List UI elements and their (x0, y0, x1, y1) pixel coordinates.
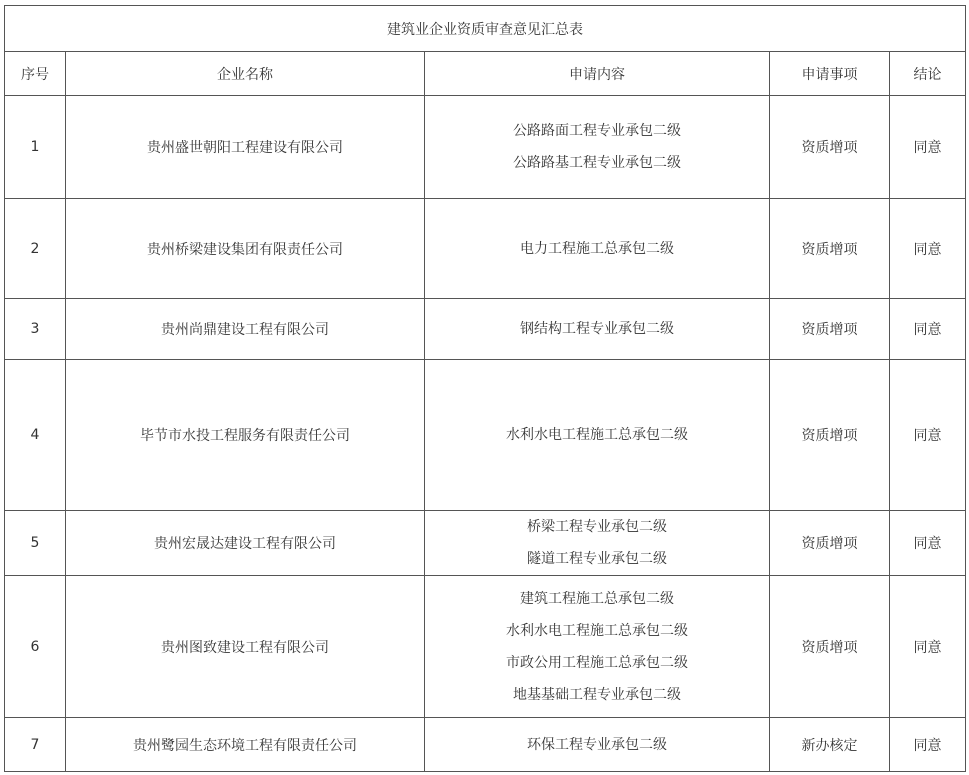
table-row (5, 576, 966, 718)
row-content (425, 360, 770, 511)
content-line: 钢结构工程专业承包二级 (520, 321, 674, 337)
row-matter: 资质增项 (770, 511, 890, 576)
row-content (425, 199, 770, 299)
header-company: 企业名称 (66, 52, 425, 96)
table-row (5, 718, 966, 772)
row-company: 贵州盛世朝阳工程建设有限公司 (66, 96, 425, 199)
row-conclusion: 同意 (890, 718, 966, 772)
row-content (425, 511, 770, 576)
row-content (425, 718, 770, 772)
content-line: 环保工程专业承包二级 (527, 736, 667, 753)
title-row (5, 6, 966, 52)
row-index: 6 (5, 576, 66, 718)
table-title: 建筑业企业资质审查意见汇总表 (5, 6, 966, 52)
row-index: 4 (5, 360, 66, 511)
row-content (425, 576, 770, 718)
table-row (5, 199, 966, 299)
row-index: 7 (5, 718, 66, 772)
table-row (5, 96, 966, 199)
row-conclusion: 同意 (890, 511, 966, 576)
row-matter: 资质增项 (770, 576, 890, 718)
row-conclusion: 同意 (890, 360, 966, 511)
content-line: 市政公用工程施工总承包二级 (506, 654, 688, 671)
content-line: 电力工程施工总承包二级 (520, 240, 674, 257)
header-index: 序号 (5, 52, 66, 96)
row-index: 3 (5, 299, 66, 360)
row-matter: 资质增项 (770, 360, 890, 511)
row-company: 贵州鹭园生态环境工程有限责任公司 (66, 718, 425, 772)
row-conclusion: 同意 (890, 576, 966, 718)
table-row (5, 511, 966, 576)
table-row (5, 360, 966, 511)
content-line: 水利水电工程施工总承包二级 (506, 427, 688, 443)
row-company: 贵州图致建设工程有限公司 (66, 576, 425, 718)
row-matter: 资质增项 (770, 199, 890, 299)
row-index: 5 (5, 511, 66, 576)
header-row (5, 52, 966, 96)
table-row (5, 299, 966, 360)
content-line: 地基基础工程专业承包二级 (513, 686, 681, 703)
row-company: 毕节市水投工程服务有限责任公司 (66, 360, 425, 511)
row-matter: 新办核定 (770, 718, 890, 772)
content-line: 公路路面工程专业承包二级 (513, 123, 681, 139)
row-company: 贵州尚鼎建设工程有限公司 (66, 299, 425, 360)
summary-table (4, 5, 966, 772)
row-index: 1 (5, 96, 66, 199)
content-line: 桥梁工程专业承包二级 (527, 519, 667, 535)
content-line: 公路路基工程专业承包二级 (513, 155, 681, 171)
row-company: 贵州宏晟达建设工程有限公司 (66, 511, 425, 576)
row-matter: 资质增项 (770, 96, 890, 199)
content-line: 隧道工程专业承包二级 (527, 551, 667, 567)
header-conclusion: 结论 (890, 52, 966, 96)
row-conclusion: 同意 (890, 199, 966, 299)
row-conclusion: 同意 (890, 96, 966, 199)
content-line: 水利水电工程施工总承包二级 (506, 622, 688, 639)
row-company: 贵州桥梁建设集团有限责任公司 (66, 199, 425, 299)
header-matter: 申请事项 (770, 52, 890, 96)
row-content (425, 299, 770, 360)
row-content (425, 96, 770, 199)
content-line: 建筑工程施工总承包二级 (520, 590, 674, 607)
row-conclusion: 同意 (890, 299, 966, 360)
header-content: 申请内容 (425, 52, 770, 96)
row-matter: 资质增项 (770, 299, 890, 360)
row-index: 2 (5, 199, 66, 299)
